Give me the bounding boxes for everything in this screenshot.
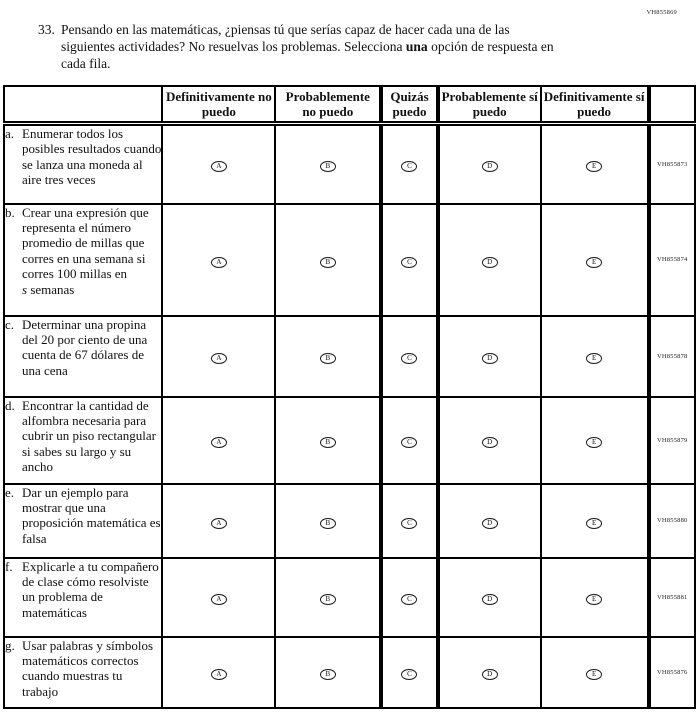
answer-bubble-a[interactable]: A <box>211 353 227 364</box>
answer-bubble-c[interactable]: C <box>401 669 417 680</box>
option-cell <box>162 558 275 637</box>
row-text: Determinar una propina del 20 por ciento de una cuenta de 67 dólares de una cena <box>22 316 148 378</box>
option-cell <box>275 316 381 397</box>
table-row-e <box>4 484 695 558</box>
option-cell <box>541 558 649 637</box>
option-cell <box>162 124 275 204</box>
answer-bubble-b[interactable]: B <box>320 594 336 605</box>
row-letter: g. <box>5 637 15 653</box>
column-header-definitivamente-no: Definitivamente no puedo <box>162 86 275 124</box>
option-cell <box>541 637 649 708</box>
answer-bubble-e[interactable]: E <box>586 594 602 605</box>
item-code: VH855879 <box>649 397 695 484</box>
table-row-d <box>4 397 695 484</box>
table-row-a <box>4 124 695 204</box>
question-text-pre: Pensando en las matemáticas, ¿piensas tú que serías capaz de hacer cada una de las siguientes actividades? No resuelvas los problemas. Selecciona <box>61 22 510 54</box>
answer-bubble-e[interactable]: E <box>586 353 602 364</box>
option-cell <box>541 204 649 316</box>
row-letter: e. <box>5 484 15 500</box>
row-text: Explicarle a tu compañero de clase cómo resolviste un problema de matemáticas <box>22 558 159 620</box>
question-text-bold: una <box>405 39 428 54</box>
column-header-definitivamente-si: Definitivamente sí puedo <box>541 86 649 124</box>
answer-bubble-a[interactable]: A <box>211 161 227 172</box>
answer-bubble-d[interactable]: D <box>482 353 498 364</box>
row-letter: b. <box>5 204 15 220</box>
option-cell <box>541 484 649 558</box>
answer-bubble-b[interactable]: B <box>320 161 336 172</box>
header-empty-label <box>4 86 162 124</box>
option-cell <box>381 558 437 637</box>
answer-bubble-d[interactable]: D <box>482 594 498 605</box>
row-text: Encontrar la cantidad de alfombra necesaria para cubrir un piso rectangular si sabes su largo y su ancho <box>22 397 156 475</box>
answer-bubble-c[interactable]: C <box>401 353 417 364</box>
table-row-c <box>4 316 695 397</box>
question-block <box>38 21 578 72</box>
row-text-italic: s <box>22 281 28 297</box>
option-cell <box>438 558 541 637</box>
column-header-probablemente-no: Probablemente no puedo <box>275 86 381 124</box>
question-text <box>61 21 566 72</box>
answer-bubble-b[interactable]: B <box>320 257 336 268</box>
option-cell <box>541 397 649 484</box>
row-text: Dar un ejemplo para mostrar que una proposición matemática es falsa <box>22 484 161 546</box>
answer-bubble-d[interactable]: D <box>482 161 498 172</box>
page-code: VH855869 <box>646 9 677 16</box>
answer-bubble-b[interactable]: B <box>320 518 336 529</box>
option-cell <box>438 484 541 558</box>
table-row-b <box>4 204 695 316</box>
option-cell <box>381 637 437 708</box>
answer-bubble-e[interactable]: E <box>586 437 602 448</box>
row-letter: c. <box>5 316 15 332</box>
option-cell <box>381 397 437 484</box>
answer-bubble-b[interactable]: B <box>320 437 336 448</box>
row-label-e <box>4 484 162 558</box>
answer-bubble-c[interactable]: C <box>401 518 417 529</box>
column-header-quizas: Quizás puedo <box>381 86 437 124</box>
option-cell <box>438 204 541 316</box>
option-cell <box>162 204 275 316</box>
answer-bubble-e[interactable]: E <box>586 161 602 172</box>
answer-bubble-b[interactable]: B <box>320 353 336 364</box>
option-cell <box>381 124 437 204</box>
row-text-after: semanas <box>27 281 75 297</box>
option-cell <box>275 637 381 708</box>
answer-bubble-a[interactable]: A <box>211 518 227 529</box>
answer-bubble-b[interactable]: B <box>320 669 336 680</box>
option-cell <box>541 316 649 397</box>
item-code: VH855876 <box>649 637 695 708</box>
item-code: VH855881 <box>649 558 695 637</box>
answer-bubble-e[interactable]: E <box>586 257 602 268</box>
header-empty-code <box>649 86 695 124</box>
option-cell <box>275 204 381 316</box>
option-cell <box>275 558 381 637</box>
item-code: VH855873 <box>649 124 695 204</box>
option-cell <box>162 484 275 558</box>
option-cell <box>381 316 437 397</box>
row-letter: a. <box>5 126 15 141</box>
header-row <box>4 86 695 124</box>
option-cell <box>541 124 649 204</box>
column-header-probablemente-si: Probablemente sí puedo <box>438 86 541 124</box>
row-text: Usar palabras y símbolos matemáticos correctos cuando muestras tu trabajo <box>22 637 154 699</box>
row-label-d <box>4 397 162 484</box>
row-label-a <box>4 124 162 204</box>
answer-bubble-c[interactable]: C <box>401 594 417 605</box>
option-cell <box>275 397 381 484</box>
item-code: VH855878 <box>649 316 695 397</box>
answer-bubble-a[interactable]: A <box>211 594 227 605</box>
answer-bubble-e[interactable]: E <box>586 669 602 680</box>
answer-bubble-c[interactable]: C <box>401 161 417 172</box>
answer-bubble-d[interactable]: D <box>482 518 498 529</box>
table-row-g <box>4 637 695 708</box>
answer-bubble-c[interactable]: C <box>401 437 417 448</box>
answer-bubble-d[interactable]: D <box>482 257 498 268</box>
answer-bubble-c[interactable]: C <box>401 257 417 268</box>
answer-bubble-e[interactable]: E <box>586 518 602 529</box>
row-label-c <box>4 316 162 397</box>
option-cell <box>275 484 381 558</box>
option-cell <box>162 397 275 484</box>
option-cell <box>438 124 541 204</box>
row-letter: f. <box>5 558 13 574</box>
question-text-post: opción de respuesta en cada fila. <box>61 39 554 71</box>
option-cell <box>438 397 541 484</box>
answer-bubble-a[interactable]: A <box>211 437 227 448</box>
row-text: Enumerar todos los posibles resultados cuando se lanza una moneda al aire tres veces <box>22 126 162 188</box>
row-label-g <box>4 637 162 708</box>
answer-bubble-a[interactable]: A <box>211 257 227 268</box>
option-cell <box>162 637 275 708</box>
option-cell <box>438 316 541 397</box>
response-table <box>3 85 696 709</box>
row-letter: d. <box>5 397 15 413</box>
item-code: VH855880 <box>649 484 695 558</box>
row-text: Crear una expresión que representa el número promedio de millas que corres en una semana si corres 100 millas en <box>22 204 149 282</box>
answer-bubble-d[interactable]: D <box>482 437 498 448</box>
answer-bubble-a[interactable]: A <box>211 669 227 680</box>
row-label-b <box>4 204 162 316</box>
table-row-f <box>4 558 695 637</box>
question-number: 33. <box>38 22 55 37</box>
answer-bubble-d[interactable]: D <box>482 669 498 680</box>
option-cell <box>275 124 381 204</box>
item-code: VH855874 <box>649 204 695 316</box>
option-cell <box>381 484 437 558</box>
row-label-f <box>4 558 162 637</box>
option-cell <box>162 316 275 397</box>
option-cell <box>438 637 541 708</box>
option-cell <box>381 204 437 316</box>
